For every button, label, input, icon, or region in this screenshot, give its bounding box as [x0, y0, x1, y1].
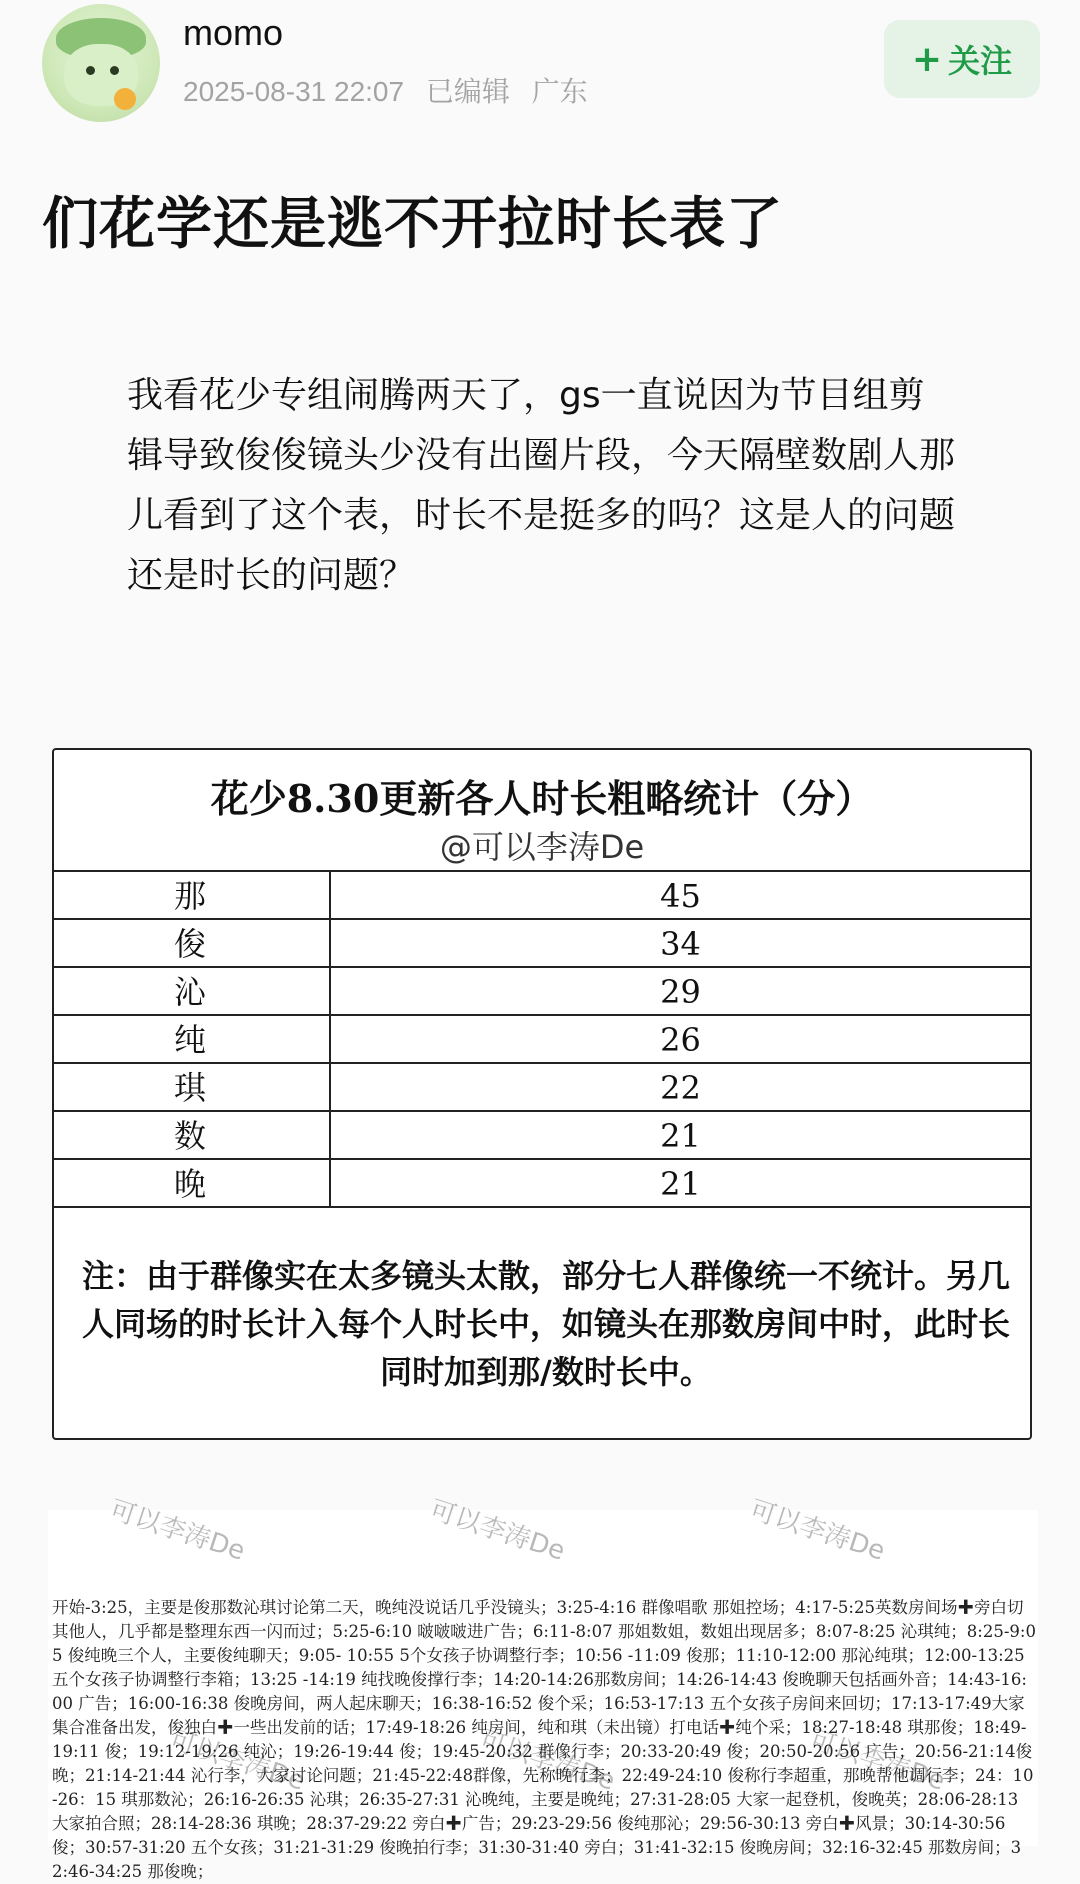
avatar-eye — [86, 66, 95, 75]
row-value: 45 — [660, 877, 701, 915]
post-header — [0, 0, 1080, 150]
row-value: 29 — [660, 973, 701, 1011]
table-row — [54, 1016, 1030, 1064]
stats-table-title: 花少8.30更新各人时长粗略统计（分） — [210, 776, 874, 821]
table-row — [54, 1064, 1030, 1112]
watermark: 可以李涛De — [106, 1494, 249, 1567]
avatar[interactable] — [42, 4, 160, 122]
row-name: 琪 — [54, 1064, 331, 1110]
row-name: 那 — [54, 872, 331, 918]
timeline-text: 开始-3:25，主要是俊那数沁琪讨论第二天，晚纯没说话几乎没镜头；3:25-4:16 群像唱歌 那姐控场；4:17-5:25英数房间场✚旁白切其他人，几乎都是整理东西一闪而过；5:25-6:10 啵啵啵进广告；6:11-8:07 那姐数姐，数姐出现居多；8:07-8:25 沁琪纯；8:25-9:05 俊纯晚三个人，主要俊纯聊天；9:05- 10:55 5个女孩子协调整行李；10:56 -11:09 俊那；11:10-12:00 那沁纯琪；12:00-13:25 五个女孩子协调整行李箱；13:25 -14:19 纯找晚俊撑行李；14:20-14:26那数房间；14:26-14:43 俊晚聊天包括画外音；14:43-16:00 广告；16:00-16:38 俊晚房间，两人起床聊天；16:38-16:52 俊个采；16:53-17:13 五个女孩子房间来回切；17:13-17:49大家集合准备出发，俊独白✚一些出发前的话；17:49-18:26 纯房间，纯和琪（未出镜）打电话✚纯个采；18:27-18:48 琪那俊；18:49-19:11 俊；19:12-19:26 纯沁；19:26-19:44 俊；19:45-20:32 群像行李；20:33-20:49 俊；20:50-20:56 广告；20:56-21:14俊晚；21:14-21:44 沁行李，大家讨论问题；21:45-22:48群像，先称晚行李；22:49-24:10 俊称行李超重，那晚帮他调行李；24：10-26：15 琪那数沁；26:16-26:35 沁琪；26:35-27:31 沁晚纯，主要是晚纯；27:31-28:05 大家一起登机，俊晚英；28:06-28:13 大家拍合照；28:14-28:36 琪晚；28:37-29:22 旁白✚广告；29:23-29:56 俊纯那沁；29:56-30:13 旁白✚风景；30:14-30:56 俊；30:57-31:20 五个女孩；31:21-31:29 俊晚拍行李；31:30-31:40 旁白；31:41-32:15 俊晚房间；32:16-32:45 那数房间；32:46-34:25 那俊晚； — [52, 1598, 1036, 1881]
watermark: 可以李涛De — [476, 1724, 619, 1797]
post-title: 们花学还是逃不开拉时长表了 — [42, 192, 783, 257]
row-name: 俊 — [54, 920, 331, 966]
row-name: 沁 — [54, 968, 331, 1014]
post-body: 我看花少专组闹腾两天了，gs一直说因为节目组剪辑导致俊俊镜头少没有出圈片段，今天隔壁数剧人那儿看到了这个表，时长不是挺多的吗？这是人的问题还是时长的问题？ — [127, 375, 956, 596]
avatar-sun — [114, 88, 136, 110]
table-row — [54, 1112, 1030, 1160]
stats-table-credit: @可以李涛De — [439, 828, 645, 866]
table-row — [54, 968, 1030, 1016]
avatar-eye — [110, 66, 119, 75]
watermark: 可以李涛De — [426, 1494, 569, 1567]
row-value: 26 — [660, 1021, 701, 1059]
edited-label: 已编辑 — [425, 76, 510, 107]
username[interactable]: momo — [183, 12, 284, 53]
row-value: 22 — [660, 1069, 701, 1107]
row-name: 晚 — [54, 1160, 331, 1206]
post-location: 广东 — [531, 76, 588, 107]
timeline-sheet-image[interactable] — [48, 1494, 1038, 1881]
post-meta — [183, 70, 602, 110]
stats-table-image[interactable] — [52, 748, 1032, 1440]
follow-button[interactable] — [884, 20, 1040, 98]
watermark: 可以李涛De — [746, 1494, 889, 1567]
post-timestamp: 2025-08-31 22:07 — [183, 76, 405, 107]
row-value: 21 — [660, 1117, 701, 1155]
row-value: 21 — [660, 1165, 701, 1203]
table-row — [54, 920, 1030, 968]
stats-table-note: 注：由于群像实在太多镜头太散，部分七人群像统一不统计。另几人同场的时长计入每个人时长中，如镜头在那数房间中时，此时长同时加到那/数时长中。 — [81, 1257, 1010, 1391]
table-row — [54, 1160, 1030, 1208]
table-row — [54, 872, 1030, 920]
stats-table-rows — [54, 870, 1030, 1208]
row-name: 数 — [54, 1112, 331, 1158]
row-name: 纯 — [54, 1016, 331, 1062]
watermark: 可以李涛De — [166, 1724, 309, 1797]
watermark: 可以李涛De — [806, 1724, 949, 1797]
plus-icon: + — [911, 38, 943, 80]
follow-label: 关注 — [948, 42, 1013, 80]
row-value: 34 — [660, 925, 701, 963]
